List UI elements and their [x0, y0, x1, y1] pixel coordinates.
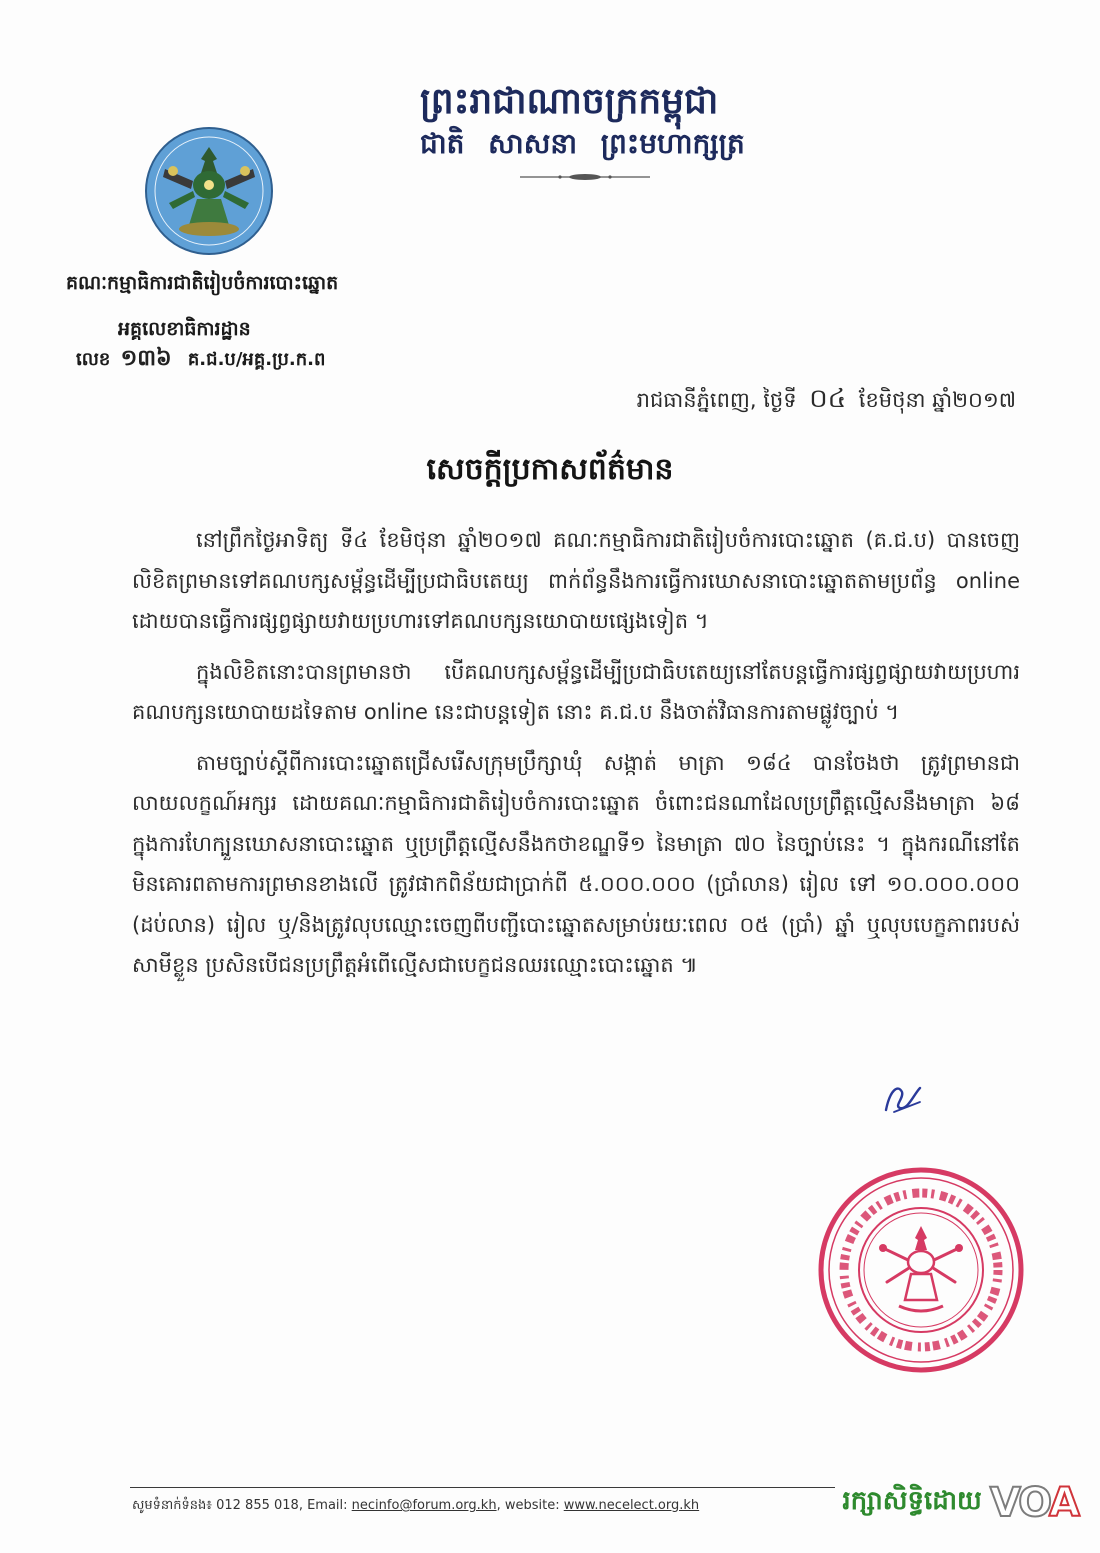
reference-code: គ.ជ.ប/អគ្គ.ប្រ.ក.ព	[187, 349, 326, 370]
date-prefix: រាជធានីភ្នំពេញ, ថ្ងៃទី	[636, 388, 797, 412]
paragraph: តាមច្បាប់ស្តីពីការបោះឆ្នោតជ្រើសរើសក្រុមប្រឹក្សាឃុំ សង្កាត់ មាត្រា ១៨៤ បានចែងថា ត្រូវព្រមានជាលាយលក្ខណ៍អក្សរ ដោយគណៈកម្មាធិការជាតិរៀបចំការបោះឆ្នោត ចំពោះជនណាដែលប្រព្រឹត្តល្មើសនឹងមាត្រា ៦៨ ក្នុងការហែក្បួនឃោសនាបោះឆ្នោត ឬប្រព្រឹត្តល្មើសនឹងកថាខណ្ឌទី១ នៃមាត្រា ៧០ នៃច្បាប់នេះ ។ ក្នុងករណីនៅតែមិនគោរពតាមការព្រមានខាងលើ ត្រូវផាកពិន័យជាប្រាក់ពី ៥.០០០.០០០ (ប្រាំលាន) រៀល ទៅ ១០.០០០.០០០ (ដប់លាន) រៀល ឬ/និងត្រូវលុបឈ្មោះចេញពីបញ្ជីបោះឆ្នោតសម្រាប់រយៈពេល ០៥ (ប្រាំ) ឆ្នាំ ឬលុបបេក្ខភាពរបស់សាមីខ្លួន ប្រសិនបើជនប្រព្រឹត្តអំពើល្មើសជាបេក្ខជនឈរឈ្មោះបោះឆ្នោត ៕	[132, 750, 1020, 977]
date-rest: ខែមិថុនា ឆ្នាំ២០១៧	[858, 388, 1016, 412]
kingdom-title: ព្រះរាជាណាចក្រកម្ពុជា	[420, 80, 719, 122]
copyright-credit	[842, 1480, 1078, 1526]
kingdom-header	[420, 78, 780, 182]
committee-name: គណៈកម្មាធិការជាតិរៀបចំការបោះឆ្នោត	[66, 272, 339, 294]
brand-letter-v: V	[989, 1480, 1019, 1526]
nec-logo	[143, 125, 275, 257]
contact-label: សូមទំនាក់ទំនង៖ 012 855 018, Email:	[132, 1498, 352, 1513]
footer-contact	[132, 1497, 699, 1516]
reference-label: លេខ	[76, 349, 111, 370]
email-link[interactable]: necinfo@forum.org.kh	[351, 1498, 497, 1513]
divider-ornament-icon	[520, 172, 650, 182]
footer-rule	[130, 1487, 835, 1488]
signature-mark	[880, 1080, 926, 1116]
website-link[interactable]: www.necelect.org.kh	[563, 1498, 700, 1513]
date-line	[637, 382, 1016, 420]
reference-number: ១៣៦	[120, 346, 172, 371]
secretariat-name: អគ្គលេខាធិការដ្ឋាន	[118, 318, 251, 340]
kingdom-motto: ជាតិ សាសនា ព្រះមហាក្សត្រ	[420, 127, 745, 160]
date-day: ០៤	[809, 384, 847, 414]
brand-letter-a: A	[1049, 1480, 1078, 1526]
paragraph: ក្នុងលិខិតនោះបានព្រមានថា បើគណបក្សសម្ព័ន្ធដើម្បីប្រជាធិបតេយ្យនៅតែបន្តធ្វើការផ្សព្វផ្សាយវាយប្រហារគណបក្សនយោបាយដទៃតាម online នេះជាបន្តទៀត នោះ គ.ជ.ប នឹងចាត់វិធានការតាមផ្លូវច្បាប់ ។	[132, 659, 1020, 724]
document-title: សេចក្តីប្រកាសព័ត៌មាន	[426, 452, 674, 487]
committee-block	[66, 268, 338, 375]
voa-brand-logo	[990, 1480, 1078, 1526]
paragraph: នៅព្រឹកថ្ងៃអាទិត្យ ទី៤ ខែមិថុនា ឆ្នាំ២០១៧ គណៈកម្មាធិការជាតិរៀបចំការបោះឆ្នោត (គ.ជ.ប) បានចេញលិខិតព្រមានទៅគណបក្សសម្ព័ន្ធដើម្បីប្រជាធិបតេយ្យ ពាក់ព័ន្ធនឹងការធ្វើការឃោសនាបោះឆ្នោតតាមប្រព័ន្ធ online ដោយបានធ្វើការផ្សព្វផ្សាយវាយប្រហារទៅគណបក្សនយោបាយផ្សេងទៀត ។	[132, 528, 1020, 633]
brand-letter-o: O	[1018, 1480, 1050, 1526]
official-seal	[815, 1164, 1027, 1376]
reference-line	[76, 344, 338, 375]
credit-text: រក្សាសិទ្ធិដោយ	[842, 1486, 982, 1516]
website-label: , website:	[496, 1498, 564, 1513]
document-body	[132, 520, 1020, 996]
